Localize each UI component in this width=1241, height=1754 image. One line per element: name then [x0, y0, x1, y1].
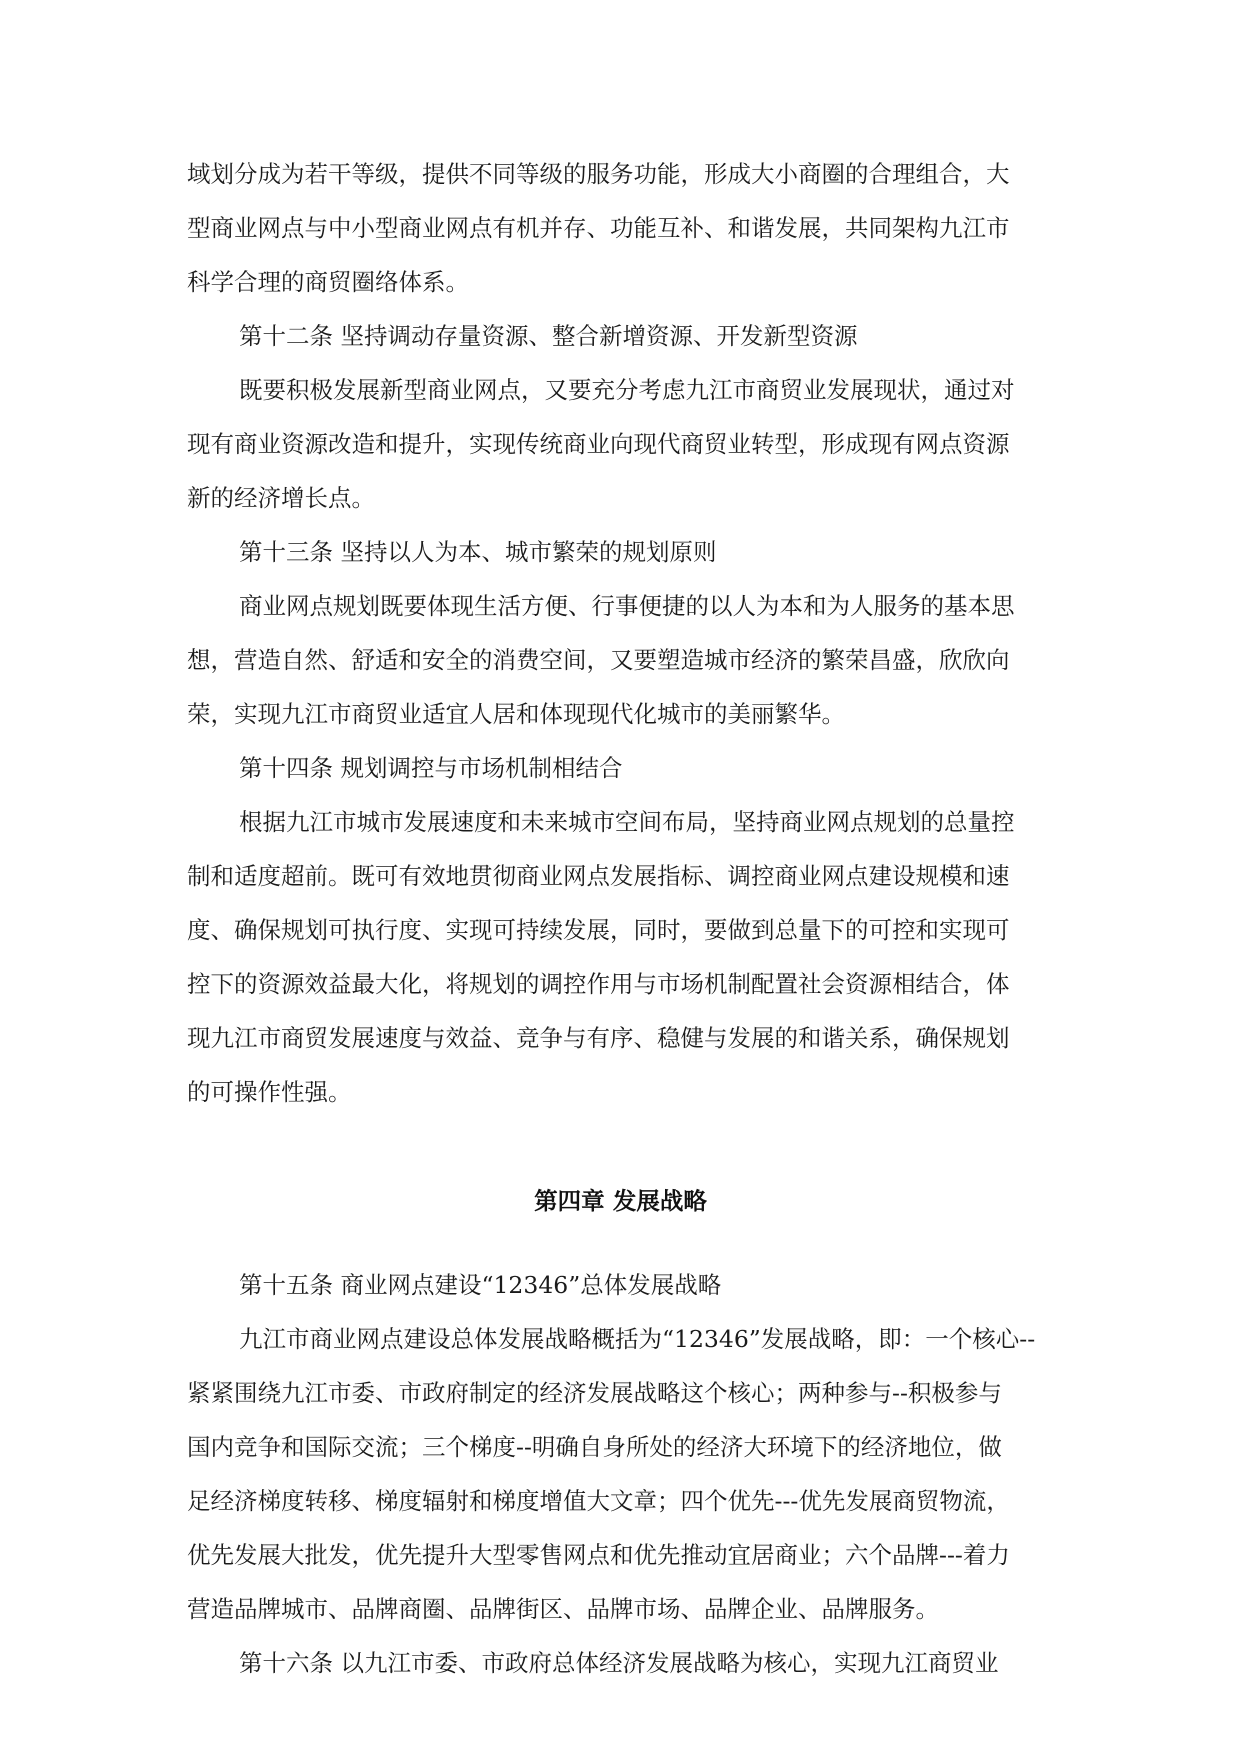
article-title-16: 第十六条 以九江市委、市政府总体经济发展战略为核心，实现九江商贸业	[239, 1649, 999, 1677]
text-line: 国内竞争和国际交流；三个梯度--明确自身所处的经济大环境下的经济地位，做	[187, 1433, 1002, 1461]
chapter-heading: 第四章 发展战略	[534, 1187, 707, 1215]
text-line: 商业网点规划既要体现生活方便、行事便捷的以人为本和为人服务的基本思	[239, 592, 1015, 620]
text-line: 足经济梯度转移、梯度辐射和梯度增值大文章；四个优先---优先发展商贸物流，	[187, 1487, 1010, 1515]
text-line: 域划分成为若干等级，提供不同等级的服务功能，形成大小商圈的合理组合，大	[187, 160, 1010, 188]
text-line: 型商业网点与中小型商业网点有机并存、功能互补、和谐发展，共同架构九江市	[187, 214, 1010, 242]
text-line: 新的经济增长点。	[187, 484, 375, 512]
text-line: 既要积极发展新型商业网点，又要充分考虑九江市商贸业发展现状，通过对	[239, 376, 1015, 404]
text-line: 九江市商业网点建设总体发展战略概括为“12346”发展战略，即：一个核心--	[239, 1325, 1036, 1353]
text-line: 想，营造自然、舒适和安全的消费空间，又要塑造城市经济的繁荣昌盛，欣欣向	[187, 646, 1010, 674]
article-title-13: 第十三条 坚持以人为本、城市繁荣的规划原则	[239, 538, 717, 566]
article-title-15: 第十五条 商业网点建设“12346”总体发展战略	[239, 1271, 722, 1299]
text-line: 现九江市商贸发展速度与效益、竞争与有序、稳健与发展的和谐关系，确保规划	[187, 1024, 1010, 1052]
text-line: 制和适度超前。既可有效地贯彻商业网点发展指标、调控商业网点建设规模和速	[187, 862, 1010, 890]
text-line: 度、确保规划可执行度、实现可持续发展，同时，要做到总量下的可控和实现可	[187, 916, 1010, 944]
article-title-12: 第十二条 坚持调动存量资源、整合新增资源、开发新型资源	[239, 322, 858, 350]
article-title-14: 第十四条 规划调控与市场机制相结合	[239, 754, 623, 782]
text-line: 紧紧围绕九江市委、市政府制定的经济发展战略这个核心；两种参与--积极参与	[187, 1379, 1002, 1407]
text-line: 优先发展大批发，优先提升大型零售网点和优先推动宜居商业；六个品牌---着力	[187, 1541, 1010, 1569]
text-line: 科学合理的商贸圈络体系。	[187, 268, 469, 296]
text-line: 现有商业资源改造和提升，实现传统商业向现代商贸业转型，形成现有网点资源	[187, 430, 1010, 458]
text-line: 控下的资源效益最大化，将规划的调控作用与市场机制配置社会资源相结合，体	[187, 970, 1010, 998]
text-line: 的可操作性强。	[187, 1078, 352, 1106]
text-line: 根据九江市城市发展速度和未来城市空间布局，坚持商业网点规划的总量控	[239, 808, 1015, 836]
text-line: 荣，实现九江市商贸业适宜人居和体现现代化城市的美丽繁华。	[187, 700, 845, 728]
text-line: 营造品牌城市、品牌商圈、品牌街区、品牌市场、品牌企业、品牌服务。	[187, 1595, 939, 1623]
